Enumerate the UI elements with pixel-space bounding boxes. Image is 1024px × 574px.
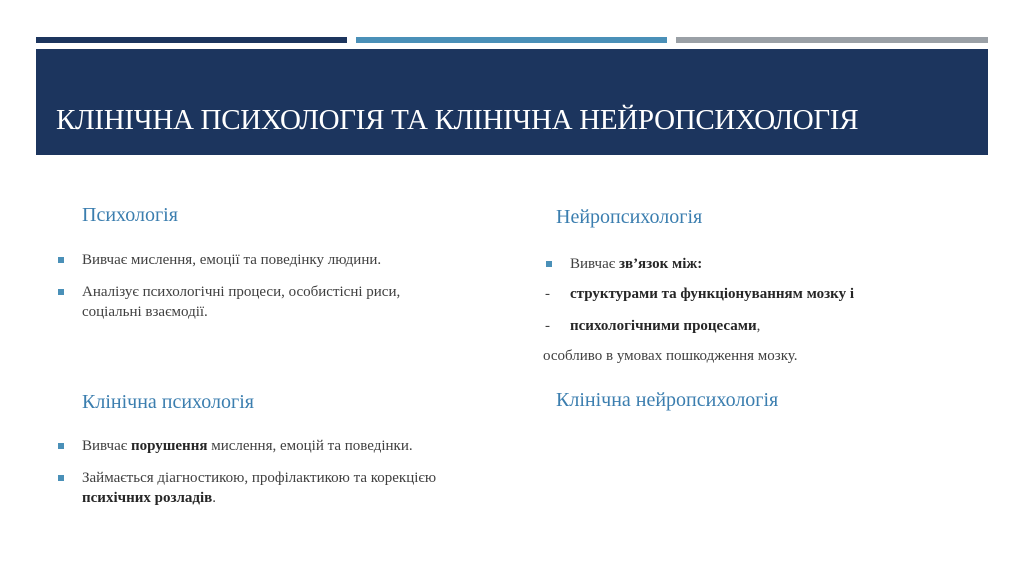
text: мислення, емоцій та поведінки. xyxy=(207,438,413,454)
dash-icon: - xyxy=(545,286,550,302)
list-item: Займається діагностикою, профілактикою та корекцією xyxy=(82,470,437,486)
bold-text: психологічними процесами xyxy=(570,318,757,334)
bullet-icon xyxy=(58,289,64,295)
bold-text: порушення xyxy=(130,438,208,454)
heading-neuropsychology: Нейропсихологія xyxy=(556,206,703,228)
list-item-cont xyxy=(82,488,216,508)
bold-text: структурами та функціонуванням мозку і xyxy=(570,286,855,302)
accent-bar-blue xyxy=(356,37,667,43)
bullet-icon xyxy=(546,261,552,267)
title-banner xyxy=(36,49,988,155)
list-item xyxy=(82,436,413,456)
text: Вивчає xyxy=(82,438,131,454)
bullet-icon xyxy=(58,443,64,449)
bold-text: зв’язок між: xyxy=(618,256,703,272)
list-item xyxy=(570,284,854,304)
accent-bar-dark xyxy=(36,37,347,43)
list-item: Аналізує психологічні процеси, особистісні риси, xyxy=(82,284,401,300)
list-item xyxy=(570,254,702,274)
heading-clinical-neuropsychology: Клінічна нейропсихологія xyxy=(556,389,779,411)
heading-psychology: Психологія xyxy=(82,204,178,226)
text: , xyxy=(756,318,761,334)
bold-text: психічних розладів xyxy=(82,490,213,506)
bullet-icon xyxy=(58,475,64,481)
list-item: Вивчає мислення, емоції та поведінку людини. xyxy=(82,252,382,268)
bullet-icon xyxy=(58,257,64,263)
list-item-cont: соціальні взаємодії. xyxy=(82,304,208,320)
text: . xyxy=(212,490,216,506)
text: Вивчає xyxy=(570,256,619,272)
list-item-text: особливо в умовах пошкодження мозку. xyxy=(543,348,798,364)
heading-clinical-psychology: Клінічна психологія xyxy=(82,391,254,413)
slide-title: КЛІНІЧНА ПСИХОЛОГІЯ ТА КЛІНІЧНА НЕЙРОПСИХОЛОГІЯ xyxy=(56,104,859,136)
accent-bar-gray xyxy=(676,37,988,43)
list-item xyxy=(570,316,760,336)
dash-icon: - xyxy=(545,318,550,334)
